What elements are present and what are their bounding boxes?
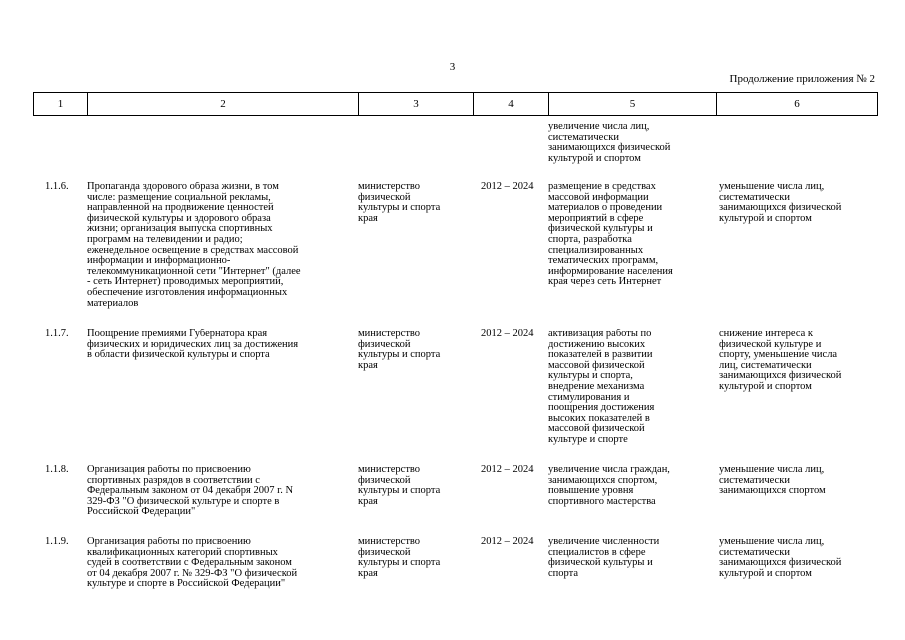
table-row bbox=[33, 329, 877, 465]
result-cell: увеличение числа лиц, систематически занимающихся физической культурой и спортом bbox=[548, 122, 671, 164]
executor-cell: министерство физической культуры и спорта края bbox=[358, 329, 441, 371]
result-cell: увеличение числа граждан, занимающихся спортом, повышение уровня спортивного мастерства bbox=[548, 465, 670, 507]
executor-cell: министерство физической культуры и спорта края bbox=[358, 465, 441, 507]
activity-cell bbox=[87, 122, 358, 182]
table-row bbox=[33, 182, 877, 329]
executor-cell bbox=[358, 122, 473, 182]
header-col-4: 4 bbox=[474, 93, 549, 116]
header-col-6: 6 bbox=[717, 93, 878, 116]
result-cell: увеличение численности специалистов в сфере физической культуры и спорта bbox=[548, 537, 660, 579]
executor-cell: министерство физической культуры и спорта края bbox=[358, 537, 441, 579]
consequence-cell: уменьшение числа лиц, систематически занимающихся физической культурой и спортом bbox=[719, 182, 842, 224]
table-row bbox=[33, 537, 877, 607]
period-cell bbox=[473, 122, 548, 182]
continuation-label: Продолжение приложения № 2 bbox=[729, 73, 875, 85]
row-number: 1.1.7. bbox=[45, 329, 69, 339]
table-row bbox=[33, 122, 877, 182]
row-number bbox=[33, 122, 87, 182]
executor-cell: министерство физической культуры и спорта края bbox=[358, 182, 441, 224]
activity-cell: Поощрение премиями Губернатора края физических и юридических лиц за достижения в области физической культуры и спорта bbox=[87, 329, 299, 361]
header-col-5: 5 bbox=[549, 93, 717, 116]
period-cell: 2012 – 2024 bbox=[481, 182, 534, 192]
header-col-1: 1 bbox=[34, 93, 88, 116]
header-table bbox=[33, 92, 878, 116]
consequence-cell bbox=[716, 122, 877, 182]
measures-table bbox=[33, 122, 877, 607]
period-cell: 2012 – 2024 bbox=[481, 537, 534, 547]
header-col-2: 2 bbox=[88, 93, 359, 116]
consequence-cell: снижение интереса к физической культуре и спорту, уменьшение числа лиц, систематически занимающихся физической культурой и спортом bbox=[719, 329, 842, 392]
activity-cell: Организация работы по присвоению квалификационных категорий спортивных судей в соответствии с Федеральным законом от 04 декабря 2007 г. № 329-ФЗ "О физической культуре и спорте в Российской Федерации" bbox=[87, 537, 298, 590]
page-number: 3 bbox=[449, 61, 456, 73]
consequence-cell: уменьшение числа лиц, систематически занимающихся спортом bbox=[719, 465, 826, 497]
header-col-3: 3 bbox=[359, 93, 474, 116]
row-number: 1.1.6. bbox=[45, 182, 69, 192]
result-cell: размещение в средствах массовой информации материалов о проведении мероприятий в сфере физической культуры и спорта, разработка специализированных тематических программ, информирование населения края через сеть Интернет bbox=[548, 182, 673, 288]
period-cell: 2012 – 2024 bbox=[481, 329, 534, 339]
activity-cell: Организация работы по присвоению спортивных разрядов в соответствии с Федеральным законом от 04 декабря 2007 г. N 329-ФЗ "О физической культуре и спорте в Российской Федерации" bbox=[87, 465, 294, 518]
row-number: 1.1.9. bbox=[45, 537, 69, 547]
consequence-cell: уменьшение числа лиц, систематически занимающихся физической культурой и спортом bbox=[719, 537, 842, 579]
period-cell: 2012 – 2024 bbox=[481, 465, 534, 475]
table-row bbox=[33, 465, 877, 537]
activity-cell: Пропаганда здорового образа жизни, в том числе: размещение социальной рекламы, направленной на продвижение ценностей физической культуры и здорового образа жизни; организация выпуска спортивных программ на телевидении и радио; еженедельное освещение в средствах массовой информации и информационно- телекоммуникационной сети "Интернет" (далее - сеть Интернет) проводимых мероприятий, обеспечение изготовления информационных материалов bbox=[87, 182, 301, 309]
row-number: 1.1.8. bbox=[45, 465, 69, 475]
header-row bbox=[34, 93, 878, 116]
result-cell: активизация работы по достижению высоких показателей в развитии массовой физической культуры и спорта, внедрение механизма стимулирования и поощрения достижения высоких показателей в массовой физической культуре и спорте bbox=[548, 329, 655, 445]
